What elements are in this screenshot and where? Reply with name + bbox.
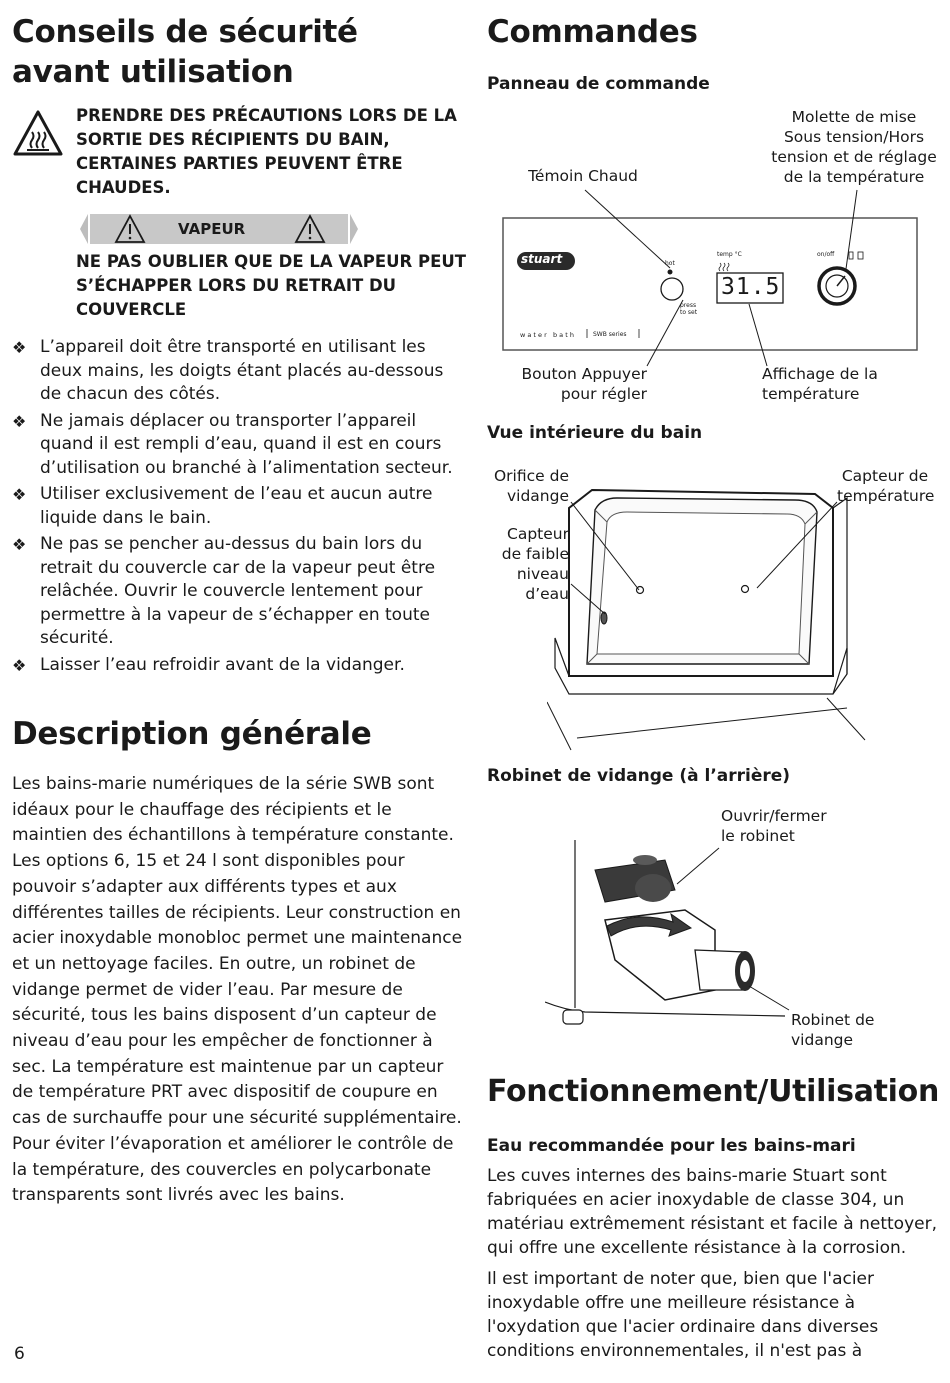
tap-leader-lines	[487, 830, 937, 1030]
label-hot-indicator: Témoin Chaud	[528, 167, 638, 185]
steam-warning-text: NE PAS OUBLIER QUE DE LA VAPEUR PEUT S’ÉCHAPPER LORS DU RETRAIT DU COUVERCLE	[76, 252, 467, 319]
list-item: ❖ Utiliser exclusivement de l’eau et aucun autre liquide dans le bain.	[12, 484, 433, 528]
panel-brand-label: stuart	[521, 252, 563, 266]
controls-title: Commandes	[487, 14, 698, 50]
label-knob: Molette de mise Sous tension/Hors tension et de réglage de la température	[771, 108, 937, 186]
operation-title: Fonctionnement/Utilisation	[487, 1074, 940, 1109]
hot-warning-text: PRENDRE DES PRÉCAUTIONS LORS DE LA SORTIE DES RÉCIPIENTS DU BAIN, CERTAINES PARTIES PEUVENT ÊTRE CHAUDES.	[76, 106, 457, 197]
list-item: ❖ Ne jamais déplacer ou transporter l’appareil quand il est rempli d’eau, quand il est en cours d’utilisation ou branché à l’alimentation secteur.	[12, 410, 453, 478]
bullet-icon: ❖	[12, 411, 27, 431]
label-drain-tap: Robinet de vidange	[791, 1011, 875, 1049]
panel-heading: Panneau de commande	[487, 74, 710, 94]
safety-bullet-list	[12, 336, 464, 680]
vapeur-label: VAPEUR	[178, 220, 246, 238]
control-panel-diagram	[487, 180, 937, 370]
list-item: ❖ Ne pas se pencher au-dessus du bain lors du retrait du couvercle car de la vapeur peut être relâchée. Ouvrir le couvercle lentement pour permettre à la vapeur de s’échapper en toute sécurité.	[12, 534, 436, 648]
label-temp-sensor: Capteur de température	[837, 467, 935, 505]
label-drain-hole: Orifice de vidange	[493, 467, 569, 505]
bullet-icon: ❖	[12, 535, 27, 554]
water-heading: Eau recommandée pour les bains-mari	[487, 1136, 856, 1156]
operation-para-1: Les cuves internes des bains-marie Stuart sont fabriquées en acier inoxydable de classe 304, un matériau extrêmement résistant et facile à nettoyer, qui offre une excellente résistance à la corrosion.	[487, 1166, 937, 1258]
label-display: Affichage de la température	[762, 365, 878, 403]
page-number: 6	[14, 1344, 25, 1364]
press-to-set-button	[661, 278, 683, 300]
tap-heading: Robinet de vidange (à l’arrière)	[487, 766, 791, 786]
list-item: ❖ Laisser l’eau refroidir avant de la vidanger.	[12, 654, 464, 678]
hot-surface-warning-icon	[12, 108, 64, 160]
bullet-icon: ❖	[12, 655, 27, 675]
safety-title: Conseils de sécurité avant utilisation	[12, 14, 358, 90]
hot-indicator-light	[668, 270, 673, 275]
panel-onoff-label: on/off	[817, 251, 835, 258]
description-body: Les bains-marie numériques de la série SWB sont idéaux pour le chauffage des récipients et le maintien des échantillons à température constante. Les options 6, 15 et 24 l sont disponibles pour pouvoir s’adapter aux différents types et aux différentes tailles de récipients. Leur construction en acier inoxydable monobloc permet une maintenance et un nettoyage faciles. En outre, un robinet de vidange permet de vider l’eau. Par mesure de sécurité, tous les bains disposent d’un capteur de niveau d’eau pour les empêcher de fonctionner à sec. La température est maintenue par un capteur de température PRT avec dispositif de coupure en cas de surchauffe pour une sécurité supplémentaire. Pour éviter l’évaporation et améliorer le contrôle de la température, des couvercles en polycarbonate transparents sont livrés avec les bains.	[12, 774, 463, 1206]
description-title: Description générale	[12, 716, 372, 752]
panel-waterbath-label: w a t e r b a t h	[520, 331, 574, 339]
list-item: ❖ L’appareil doit être transporté en utilisant les deux mains, les doigts étant placés au-dessous de chacun des côtés.	[12, 337, 444, 404]
panel-hot-label: hot	[665, 260, 675, 267]
bullet-icon: ❖	[12, 338, 27, 357]
interior-heading: Vue intérieure du bain	[487, 423, 703, 443]
vapeur-banner	[80, 212, 358, 246]
panel-press-label: press to set	[680, 302, 698, 316]
bullet-icon: ❖	[12, 485, 27, 504]
label-low-level-sensor: Capteur de faible niveau d’eau	[501, 525, 569, 603]
panel-series-label: SWB series	[593, 331, 627, 338]
label-open-close: Ouvrir/fermer le robinet	[721, 807, 827, 845]
panel-temp-label: temp °C	[717, 251, 742, 258]
panel-display-value: 31.5	[721, 274, 781, 300]
operation-para-2: Il est important de noter que, bien que l'acier inoxydable offre une meilleure résistance à l'oxydation que l'acier ordinaire dans diverses conditions environnementales, il n'est pas à	[487, 1269, 879, 1361]
label-press-button: Bouton Appuyer pour régler	[521, 365, 647, 403]
